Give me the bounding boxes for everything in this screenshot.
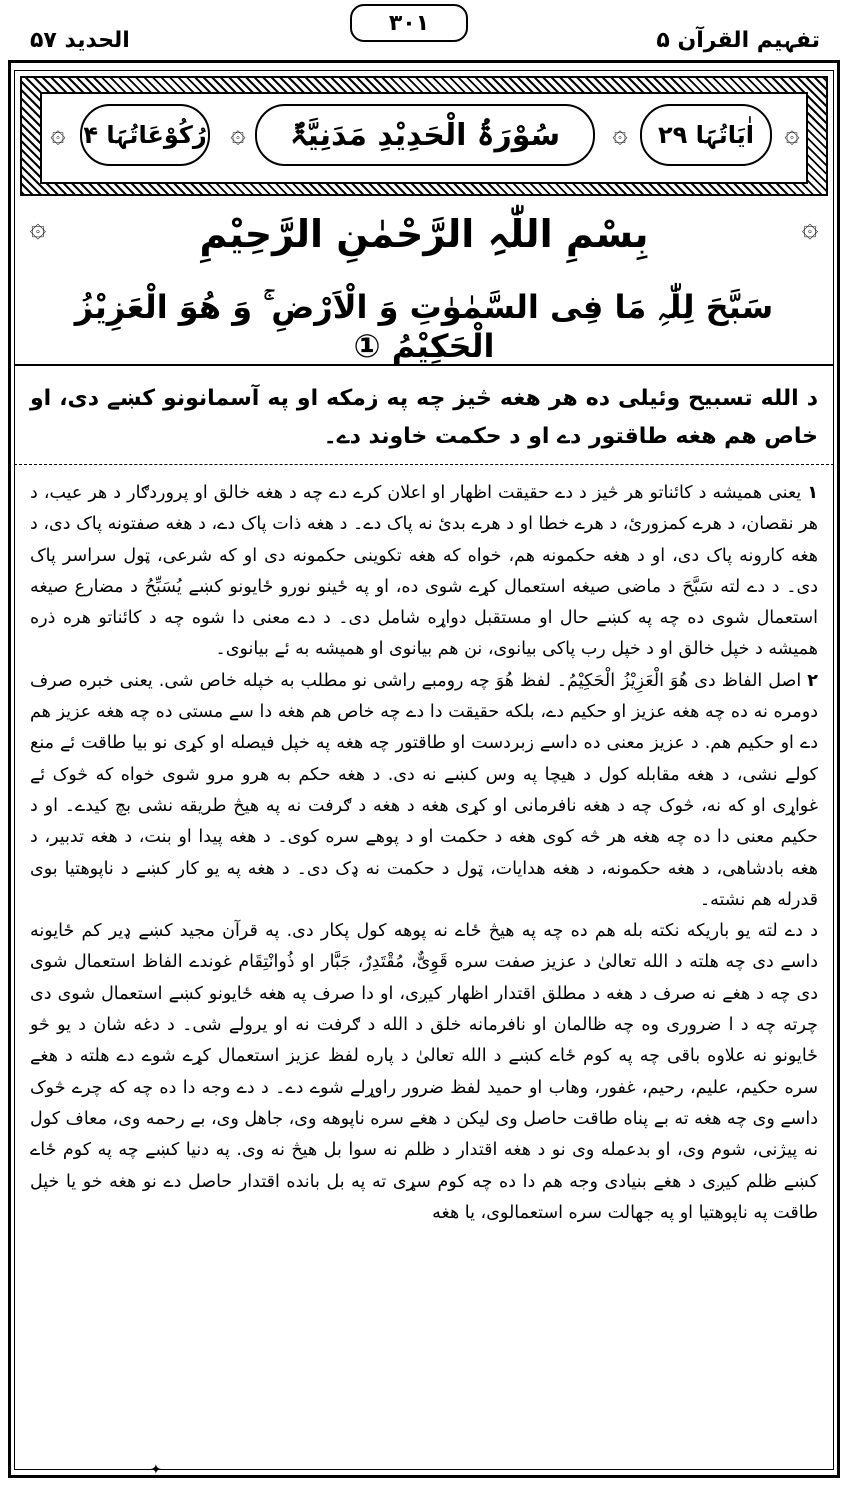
- running-head-surah: الحدید ۵۷: [30, 28, 130, 53]
- surah-name-cartouche: سُوْرَۃُ الْحَدِیْدِ مَدَنِیَّۃٌ: [255, 104, 595, 166]
- commentary-text: اصل الفاظ دی ھُوَ الْعَزِیْزُ الْحَکِیْمُ۔ لفظ ھُوَ چه رومبے راشی نو مطلب به خپله خاص شی. يعنی خبره صرف دومره نه ده چه هغه عزيز او حکيم دے، بلکه حقيقت دا دے چه خاص هم هغه دا سے مستی ده چه هغه عزيز هم دے او حکيم هم. د عزيز معنی ده داسے زبردست او طاقتور چه هغه په خپل فيصله او کړی نو بيا طاقت ئے منع کولے نشی، د هغه مقابله کول د هيچا په وس کښے نه دی. د هغه حکم به هرو مرو شوی خواه که څوک ئے غواړی او که نه، څوک چه د هغه نافرمانی او کړی هغه د هغه د ګرفت نه په هيڅ طريقه نشی بچ کيدے۔ او د حکيم معنی دا ده چه هغه هر څه کوی هغه د حکمت او د پوهے سره کوی۔ د هغه پيدا او بنت، د هغه تدبير، د هغه بادشاهی، د هغه حکمونه، د هغه هدايات، ټول د حکمت نه ډک دی۔ د هغه په يو کار کښے د ناپوهتيا بوی قدرله هم نشته۔: [30, 670, 818, 910]
- divider: [14, 464, 834, 465]
- verse-translation: د الله تسبيح وئيلی ده هر هغه څيز چه په زمکه او په آسمانونو کښے دی، او خاص هم هغه طاقتور دے او د حکمت خاوند دے۔: [30, 386, 818, 449]
- ornament-icon: ۞: [612, 119, 628, 149]
- ayat-count-cartouche: اٰیَاتُہَا ۲۹: [640, 104, 772, 166]
- ornament-icon: ۞: [230, 119, 246, 149]
- footnote-marker: ۱: [807, 483, 818, 503]
- commentary-paragraph: [30, 478, 818, 666]
- bismillah: بِسْمِ اللّٰہِ الرَّحْمٰنِ الرَّحِیْمِ: [199, 212, 649, 256]
- commentary-text: يعنی هميشه د کائناتو هر څيز د دے حقيقت اظهار او اعلان کرے دے چه د هغه خالق او پروردګار د هر عيب، د هر نقصان، د هرے کمزورئ، د هرے خطا او د هرے بدئ نه پاک دے۔ د هغه ذات پاک دے، د هغه صفتونه پاک دی، د هغه کارونه پاک دی، او د هغه حکمونه هم، خواه که هغه تکوينی حکمونه دی او که شرعی، ټول سراسر پاک دی۔ د دے لته سَبَّحَ د ماضی صيغه استعمال کړے شوی ده، او په ځينو نورو ځايونو کښے يُسَبِّحُ د مضارع صيغه استعمال شوی ده چه په کښے حال او مستقبل دواړه شامل دی۔ د دے معنی دا شوه چه د کائناتو هره ذره هميشه د خپل خالق او د خپل رب پاکی بيانوی، نن هم بيانوی او هميشه به ئے بيانوی۔: [30, 483, 818, 660]
- commentary-paragraph: [30, 666, 818, 916]
- bottom-marker-icon: ✦: [150, 1462, 162, 1478]
- page-number: ۳۰۱: [350, 4, 468, 42]
- ornament-icon: ۞: [50, 119, 66, 149]
- ornament-icon: ۞: [784, 119, 800, 149]
- running-head-book: تفہیم القرآن ۵: [656, 28, 820, 53]
- corner-ornament-icon: ۞: [801, 209, 819, 243]
- commentary: [30, 478, 818, 1229]
- quran-verse: سَبَّحَ لِلّٰہِ مَا فِی السَّمٰوٰتِ وَ الْاَرْضِ ۚ وَ ھُوَ الْعَزِیْزُ الْحَکِیْمُ ①: [74, 288, 774, 365]
- commentary-text: د دے لته يو باريکه نکته بله هم ده چه په هيڅ ځاے نه پوهه کول پکار دی. په قرآن مجيد کښے ډير کم ځايونه داسے دی چه هلته د الله تعالیٰ د عزيز صفت سره قَوِیٌّ، مُقْتَدِرٌ، جَبَّار او ذُوانْتِقَام غوندے الفاظ استعمال شوی دی چه د هغے نه صرف د هغه د مطلق اقتدار اظهار کيږی، او دا صرف په هغه ځايونو کښے استعمال شوی دی چرته چه د ا ضروری وه چه ظالمان او نافرمانه خلق د الله د ګرفت نه او يرولے شی۔ د دغه شان د يو څو ځايونو نه علاوه باقی چه په کوم ځاے کښے د الله تعالیٰ د پاره لفظ عزيز استعمال کړے شوے دے هلته د هغے سره حکيم، عليم، رحيم، غفور، وهاب او حميد لفظ ضرور راوړلے شوے دے۔ د دے وجه دا ده چه که چرے څوک داسے وی چه هغه ته بے پناه طاقت حاصل وی ليکن د هغے سره ناپوهه وی، جاهل وی، بے رحمه وی، معاف کول نه پيژنی، شوم وی، او بدعمله وی نو د هغه اقتدار د ظلم نه سوا بل هيڅ نه وی. په دنيا کښے چه په کوم ځاے کښے ظلم کيږی د هغے بنيادی وجه هم دا ده چه کوم سړی ته په بل بانده اقتدار حاصل دے نو هغه خو يا خپل طاقت په ناپوهتيا او په جهالت سره استعمالوی، يا هغه: [30, 921, 818, 1223]
- divider: [14, 364, 834, 366]
- corner-ornament-icon: ۞: [29, 209, 47, 243]
- footnote-marker: ۲: [807, 670, 818, 691]
- commentary-paragraph: [30, 916, 818, 1229]
- ruku-count-cartouche: رُکُوْعَاتُہَا ۴: [80, 104, 210, 166]
